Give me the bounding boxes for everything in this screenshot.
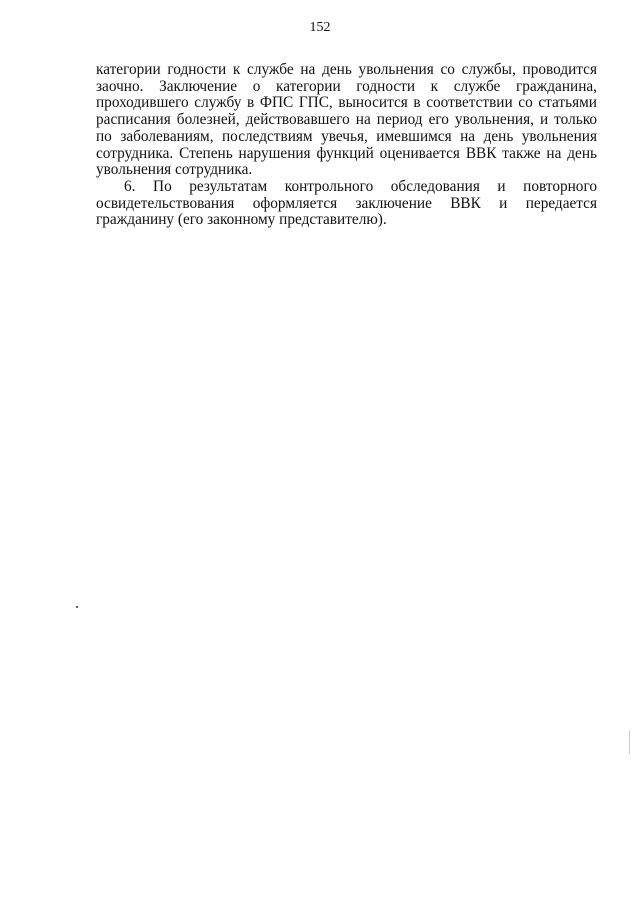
scan-edge-mark xyxy=(629,730,630,754)
document-body xyxy=(96,62,597,229)
paragraph-item-6: 6. По результатам контрольного обследования и повторного освидетельствования оформляется заключение ВВК и передается гражданину (его законному представителю). xyxy=(96,177,597,229)
paragraph-continuation: категории годности к службе на день увольнения со службы, проводится заочно. Заключение о категории годности к службе гражданина, проходившего службу в ФПС ГПС, выносится в соответствии со статьями расписания болезней, действовавшего на период его увольнения, и только по заболеваниям, последствиям увечья, имевшимся на день увольнения сотрудника. Степень нарушения функций оценивается ВВК также на день увольнения сотрудника. xyxy=(96,61,597,179)
page-number: 152 xyxy=(309,20,331,35)
scan-speck xyxy=(76,606,78,608)
